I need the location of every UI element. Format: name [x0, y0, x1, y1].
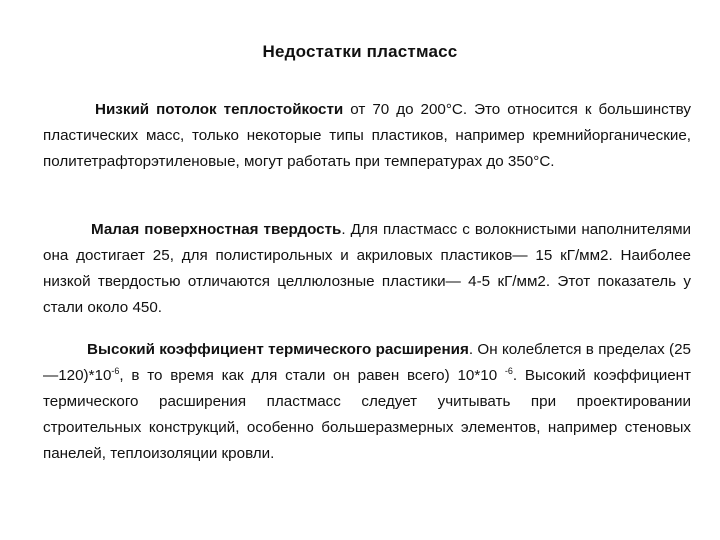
paragraph-text: от 70 до 200°С. Это относится к большинству пластических масс, только некоторые типы пластиков, например кремнийорганические, политетрафторэтиленовые, могут работать при температурах до 350°С.	[43, 101, 691, 170]
paragraph-text: . Для пластмасс с волокнистыми наполнителями она достигает 25, для полистирольных и акриловых пластиков— 15 кГ/мм2. Наиболее низкой твердостью отличаются целлюлозные пластики— 4-5 кГ/мм2. Этот показатель у стали около 450.	[43, 221, 691, 316]
paragraph-lead: Высокий коэффициент термического расширения	[87, 341, 469, 358]
page-title: Недостатки пластмасс	[262, 42, 458, 61]
paragraph-thermal-expansion	[43, 337, 691, 467]
exponent: -6	[111, 365, 120, 376]
paragraph-text: . Высокий коэффициент термического расширения пластмасс следует учитывать при проектировании строительных конструкций, особенно большеразмерных элементов, например стеновых панелей, теплоизоляции кровли.	[43, 367, 691, 462]
paragraph-lead: Низкий потолок теплостойкости	[95, 101, 344, 118]
paragraph-text: , в то время как для стали он равен всего) 10*10	[119, 367, 505, 384]
exponent: -6	[504, 365, 513, 376]
paragraph-surface-hardness	[43, 217, 691, 321]
paragraph-lead: Малая поверхностная твердость	[91, 221, 342, 238]
paragraph-text: . Он колеблется в пределах (25—120)*10	[43, 341, 691, 384]
paragraph-heat-resistance	[43, 97, 691, 175]
